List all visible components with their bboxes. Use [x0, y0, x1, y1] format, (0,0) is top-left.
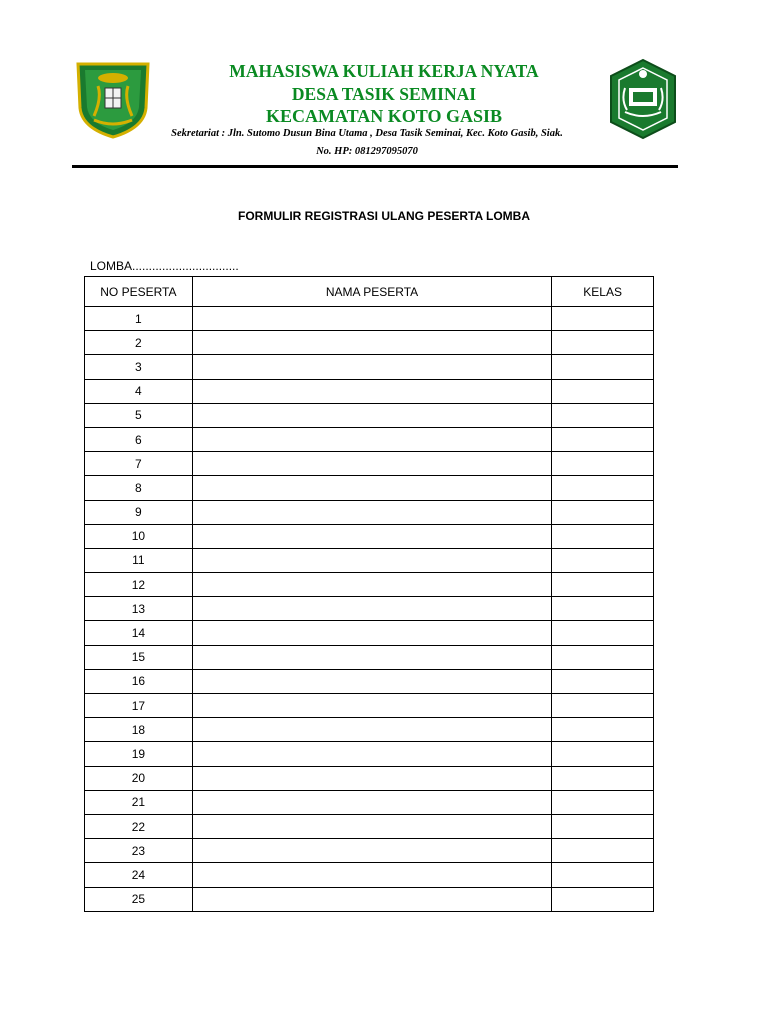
kelas-cell[interactable]	[552, 403, 654, 427]
kelas-cell[interactable]	[552, 500, 654, 524]
nama-peserta-cell[interactable]	[192, 427, 552, 451]
kelas-cell[interactable]	[552, 718, 654, 742]
registration-table	[84, 276, 654, 912]
table-row	[85, 742, 654, 766]
kelas-cell[interactable]	[552, 331, 654, 355]
kelas-cell[interactable]	[552, 839, 654, 863]
kelas-cell[interactable]	[552, 524, 654, 548]
nama-peserta-cell[interactable]	[192, 863, 552, 887]
table-row	[85, 476, 654, 500]
nama-peserta-cell[interactable]	[192, 500, 552, 524]
nama-peserta-cell[interactable]	[192, 694, 552, 718]
row-number: 6	[85, 427, 193, 451]
row-number: 9	[85, 500, 193, 524]
kelas-cell[interactable]	[552, 307, 654, 331]
nama-peserta-cell[interactable]	[192, 307, 552, 331]
row-number: 25	[85, 887, 193, 911]
row-number: 23	[85, 839, 193, 863]
row-number: 8	[85, 476, 193, 500]
kelas-cell[interactable]	[552, 379, 654, 403]
table-row	[85, 814, 654, 838]
kelas-cell[interactable]	[552, 597, 654, 621]
row-number: 22	[85, 814, 193, 838]
nama-peserta-cell[interactable]	[192, 839, 552, 863]
table-row	[85, 403, 654, 427]
nama-peserta-cell[interactable]	[192, 742, 552, 766]
header-phone: No. HP: 081297095070	[316, 146, 418, 157]
row-number: 11	[85, 548, 193, 572]
kelas-cell[interactable]	[552, 573, 654, 597]
row-number: 3	[85, 355, 193, 379]
table-row	[85, 863, 654, 887]
row-number: 13	[85, 597, 193, 621]
row-number: 12	[85, 573, 193, 597]
nama-peserta-cell[interactable]	[192, 403, 552, 427]
table-row	[85, 669, 654, 693]
kelas-cell[interactable]	[552, 863, 654, 887]
nama-peserta-cell[interactable]	[192, 790, 552, 814]
nama-peserta-cell[interactable]	[192, 597, 552, 621]
table-row	[85, 355, 654, 379]
row-number: 21	[85, 790, 193, 814]
row-number: 18	[85, 718, 193, 742]
row-number: 1	[85, 307, 193, 331]
row-number: 7	[85, 452, 193, 476]
nama-peserta-cell[interactable]	[192, 766, 552, 790]
kelas-cell[interactable]	[552, 694, 654, 718]
kelas-cell[interactable]	[552, 814, 654, 838]
header-address: Sekretariat : Jln. Sutomo Dusun Bina Utama , Desa Tasik Seminai, Kec. Koto Gasib, Siak.	[171, 128, 563, 139]
row-number: 10	[85, 524, 193, 548]
nama-peserta-cell[interactable]	[192, 669, 552, 693]
table-row	[85, 452, 654, 476]
nama-peserta-cell[interactable]	[192, 548, 552, 572]
nama-peserta-cell[interactable]	[192, 355, 552, 379]
kelas-cell[interactable]	[552, 621, 654, 645]
table-row	[85, 766, 654, 790]
kelas-cell[interactable]	[552, 548, 654, 572]
table-row	[85, 307, 654, 331]
table-row	[85, 790, 654, 814]
kelas-cell[interactable]	[552, 742, 654, 766]
column-header-nama-peserta: NAMA PESERTA	[192, 277, 552, 307]
table-row	[85, 427, 654, 451]
table-row	[85, 645, 654, 669]
kelas-cell[interactable]	[552, 790, 654, 814]
kelas-cell[interactable]	[552, 645, 654, 669]
nama-peserta-cell[interactable]	[192, 645, 552, 669]
table-row	[85, 524, 654, 548]
nama-peserta-cell[interactable]	[192, 476, 552, 500]
table-row	[85, 597, 654, 621]
row-number: 4	[85, 379, 193, 403]
kelas-cell[interactable]	[552, 887, 654, 911]
table-row	[85, 839, 654, 863]
column-header-no-peserta: NO PESERTA	[85, 277, 193, 307]
table-row	[85, 718, 654, 742]
header-title-line2: DESA TASIK SEMINAI	[291, 84, 477, 104]
kelas-cell[interactable]	[552, 476, 654, 500]
nama-peserta-cell[interactable]	[192, 887, 552, 911]
nama-peserta-cell[interactable]	[192, 621, 552, 645]
table-header-row	[85, 277, 654, 307]
row-number: 20	[85, 766, 193, 790]
table-row	[85, 331, 654, 355]
table-row	[85, 573, 654, 597]
table-row	[85, 694, 654, 718]
row-number: 14	[85, 621, 193, 645]
row-number: 19	[85, 742, 193, 766]
nama-peserta-cell[interactable]	[192, 452, 552, 476]
kelas-cell[interactable]	[552, 766, 654, 790]
nama-peserta-cell[interactable]	[192, 718, 552, 742]
row-number: 17	[85, 694, 193, 718]
kelas-cell[interactable]	[552, 427, 654, 451]
header-title-line3: KECAMATAN KOTO GASIB	[265, 106, 503, 126]
nama-peserta-cell[interactable]	[192, 573, 552, 597]
table-row	[85, 621, 654, 645]
row-number: 5	[85, 403, 193, 427]
lomba-field-label: LOMBA................................	[90, 259, 239, 273]
kelas-cell[interactable]	[552, 452, 654, 476]
kelas-cell[interactable]	[552, 669, 654, 693]
nama-peserta-cell[interactable]	[192, 524, 552, 548]
table-row	[85, 887, 654, 911]
header-title-line1: MAHASISWA KULIAH KERJA NYATA	[229, 61, 539, 81]
table-row	[85, 379, 654, 403]
table-row	[85, 500, 654, 524]
form-title: FORMULIR REGISTRASI ULANG PESERTA LOMBA	[238, 209, 530, 223]
nama-peserta-cell[interactable]	[192, 379, 552, 403]
registration-table-body	[85, 307, 654, 912]
table-row	[85, 548, 654, 572]
nama-peserta-cell[interactable]	[192, 814, 552, 838]
kelas-cell[interactable]	[552, 355, 654, 379]
row-number: 2	[85, 331, 193, 355]
nama-peserta-cell[interactable]	[192, 331, 552, 355]
row-number: 24	[85, 863, 193, 887]
row-number: 16	[85, 669, 193, 693]
header-divider	[72, 165, 678, 168]
column-header-kelas: KELAS	[552, 277, 654, 307]
row-number: 15	[85, 645, 193, 669]
